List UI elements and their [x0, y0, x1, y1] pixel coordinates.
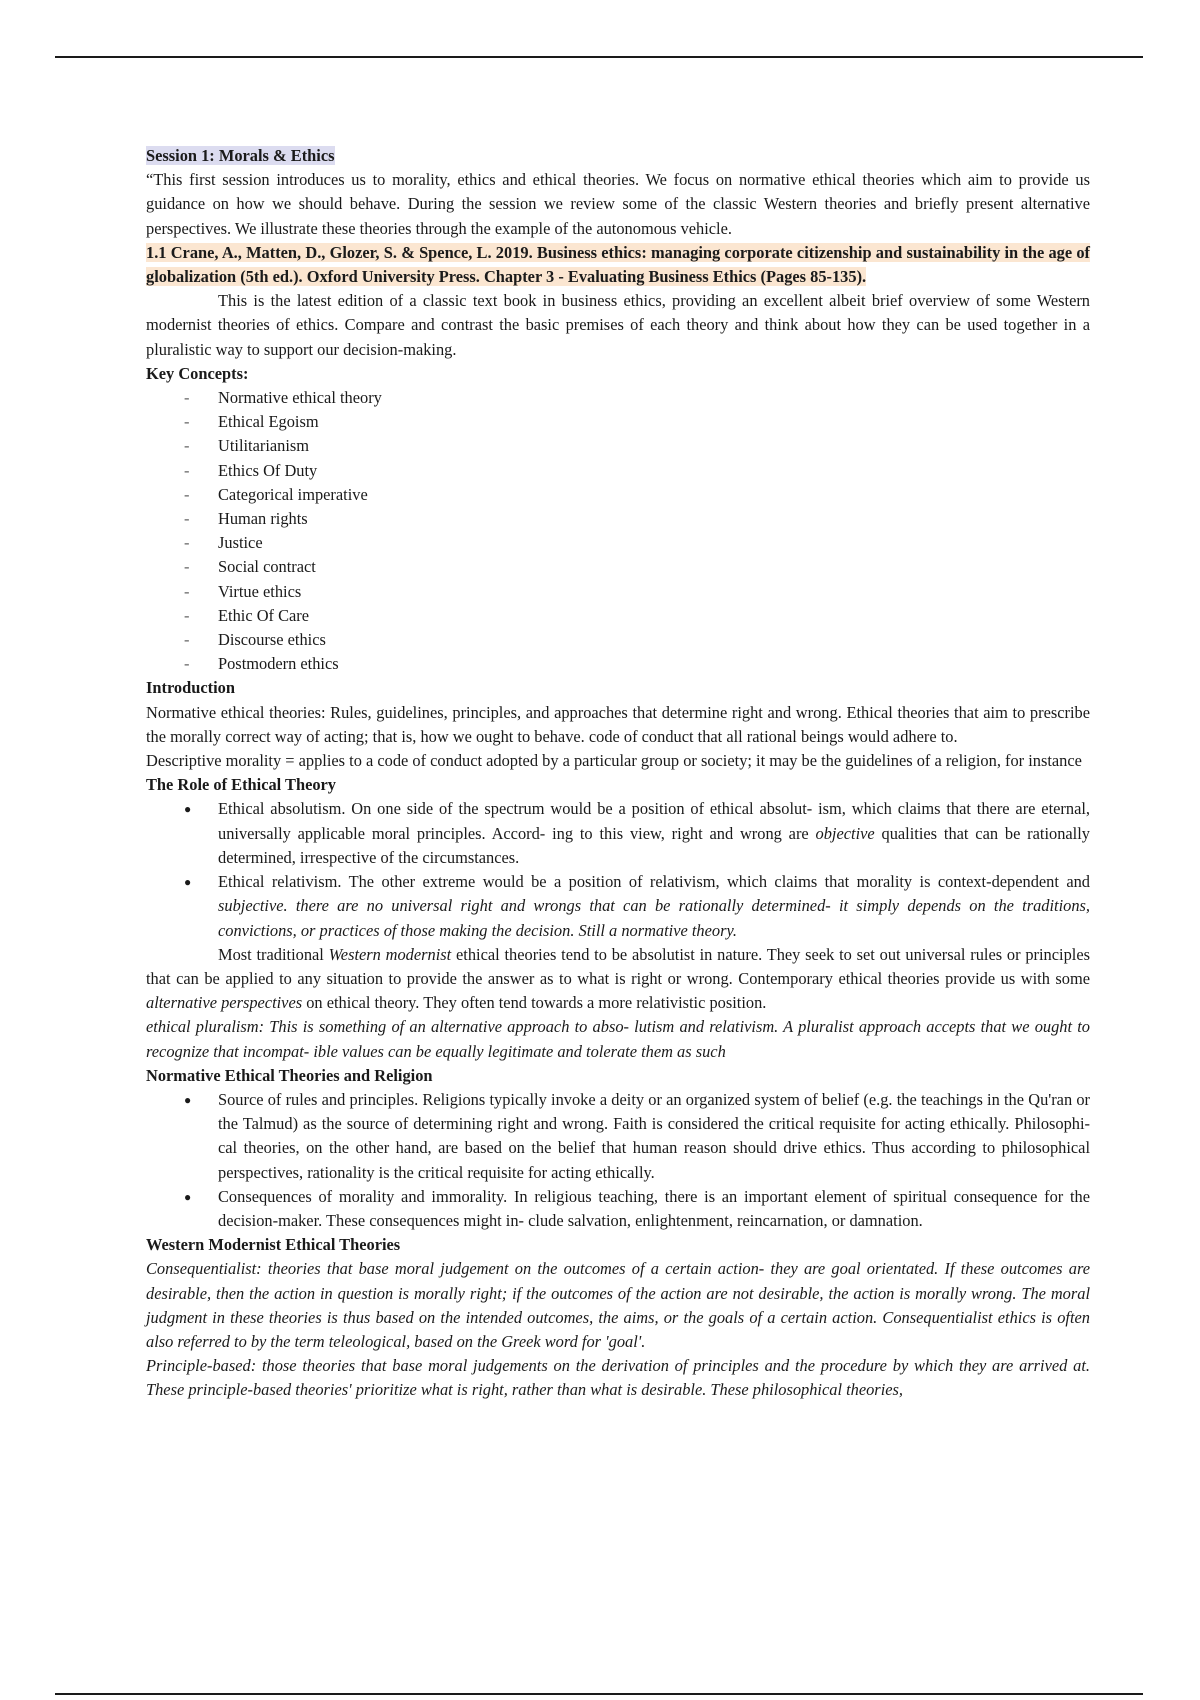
bullet-icon: ●	[184, 875, 192, 890]
reading-reference: 1.1 Crane, A., Matten, D., Glozer, S. & Spence, L. 2019. Business ethics: managing corporate citizenship and sustainability in the age of globalization (5th ed.). Oxford University Press. Chapter 3 - Evaluating Business Ethics (Pages 85-135).	[146, 242, 1090, 287]
list-item: ● Source of rules and principles. Religions typically invoke a deity or an organized system of belief (e.g. the teachings in the Qu'ran or the Talmud) as the source of determining right and wrong. Faith is considered the critical requisite for acting ethically. Philosophi- cal theories, on the other hand, are based on the belief that human reason should drive ethics. Thus according to philosophical perspectives, rationality is the critical requisite for acting ethically.	[184, 1089, 1090, 1182]
dash-marker-icon: -	[184, 509, 190, 529]
bullet-icon: ●	[184, 1092, 192, 1107]
dash-marker-icon: -	[184, 533, 190, 553]
introduction-heading: Introduction	[146, 678, 235, 698]
dash-marker-icon: -	[184, 654, 190, 674]
role-paragraph: Most traditional Western modernist ethical theories tend to be absolutist in nature. They seek to set out universal rules or principles that can be applied to any situation to provide the answer as to what is right or wrong. Contemporary ethical theories provide us with some alternative perspectives on ethical theory. They often tend towards a more relativistic position.	[146, 944, 1090, 1013]
intro-quote: “This first session introduces us to morality, ethics and ethical theories. We focus on normative ethical theories which aim to provide us guidance on how we should behave. During the session we review some of the classic Western theories and briefly present alternative perspectives. We illustrate these theories through the example of the autonomous vehicle.	[146, 170, 1090, 238]
dash-marker-icon: -	[184, 412, 190, 432]
dash-marker-icon: -	[184, 388, 190, 408]
role-bullet-list	[146, 797, 1090, 942]
dash-marker-icon: -	[184, 460, 190, 480]
dash-marker-icon: -	[184, 436, 190, 456]
introduction-paragraph-1: Normative ethical theories: Rules, guidelines, principles, and approaches that determine right and wrong. Ethical theories that aim to prescribe the morally correct way of acting; that is, how we ought to behave. code of conduct that all rational beings would adhere to.	[146, 702, 1090, 746]
list-item: - Ethical Egoism	[146, 410, 1090, 434]
dash-marker-icon: -	[184, 630, 190, 650]
western-heading: Western Modernist Ethical Theories	[146, 1235, 401, 1255]
document-page	[146, 144, 1090, 1403]
key-concepts-heading: Key Concepts:	[146, 363, 249, 383]
religion-heading: Normative Ethical Theories and Religion	[146, 1065, 433, 1085]
list-item: - Utilitarianism	[146, 434, 1090, 458]
list-item: - Discourse ethics	[146, 628, 1090, 652]
list-item: - Ethic Of Care	[146, 604, 1090, 628]
list-item: - Virtue ethics	[146, 580, 1090, 604]
role-heading: The Role of Ethical Theory	[146, 775, 337, 795]
reading-description: This is the latest edition of a classic text book in business ethics, providing an excellent albeit brief overview of some Western modernist theories of ethics. Compare and contrast the basic premises of each theory and think about how they can be used together in a pluralistic way to support our decision-making.	[146, 291, 1090, 359]
list-item: ● Ethical relativism. The other extreme would be a position of relativism, which claims that morality is context-dependent and subjective. there are no universal right and wrongs that can be rationally determined- it simply depends on the traditions, convictions, or practices of those making the decision. Still a normative theory.	[184, 872, 1090, 940]
list-item: - Social contract	[146, 555, 1090, 579]
dash-marker-icon: -	[184, 557, 190, 577]
list-item: - Postmodern ethics	[146, 652, 1090, 676]
header-rule	[55, 56, 1143, 58]
bullet-icon: ●	[184, 802, 192, 817]
list-item: - Normative ethical theory	[146, 386, 1090, 410]
list-item: - Ethics Of Duty	[146, 459, 1090, 483]
introduction-paragraph-2: Descriptive morality = applies to a code of conduct adopted by a particular group or society; it may be the guidelines of a religion, for instance	[146, 751, 1082, 771]
dash-marker-icon: -	[184, 605, 190, 625]
list-item: - Human rights	[146, 507, 1090, 531]
principle-based-paragraph: Principle-based: those theories that base moral judgements on the derivation of principles and the procedure by which they are arrived at. These principle-based theories' prioritize what is right, rather than what is desirable. These philosophical theories,	[146, 1356, 1090, 1400]
bullet-icon: ●	[184, 1189, 192, 1204]
dash-marker-icon: -	[184, 581, 190, 601]
religion-bullet-list	[146, 1088, 1090, 1233]
list-item: ● Consequences of morality and immorality. In religious teaching, there is an important element of spiritual consequence for the decision-maker. These consequences might in- clude salvation, enlightenment, reincarnation, or damnation.	[184, 1186, 1090, 1230]
consequentialist-paragraph: Consequentialist: theories that base moral judgement on the outcomes of a certain action- they are goal orientated. If these outcomes are desirable, then the action in question is morally right; if the outcomes of the action are not desirable, the action is morally wrong. The moral judgment in these theories is thus based on the intended outcomes, the aims, or the goals of a certain action. Consequentialist ethics is often also referred to by the term teleological, based on the Greek word for 'goal'.	[146, 1259, 1090, 1351]
dash-marker-icon: -	[184, 484, 190, 504]
ethical-pluralism-paragraph: ethical pluralism: This is something of an alternative approach to abso- lutism and relativism. A pluralist approach accepts that we ought to recognize that incompat- ible values can be equally legitimate and tolerate them as such	[146, 1017, 1090, 1061]
session-title: Session 1: Morals & Ethics	[146, 146, 335, 165]
list-item: - Categorical imperative	[146, 483, 1090, 507]
footer-rule	[55, 1693, 1143, 1695]
key-concepts-list	[146, 386, 1090, 676]
list-item: ● Ethical absolutism. On one side of the spectrum would be a position of ethical absolut- ism, which claims that there are eternal, universally applicable moral principles. Accord- ing to this view, right and wrong are objective qualities that can be rationally determined, irrespective of the circumstances.	[184, 799, 1090, 867]
list-item: - Justice	[146, 531, 1090, 555]
